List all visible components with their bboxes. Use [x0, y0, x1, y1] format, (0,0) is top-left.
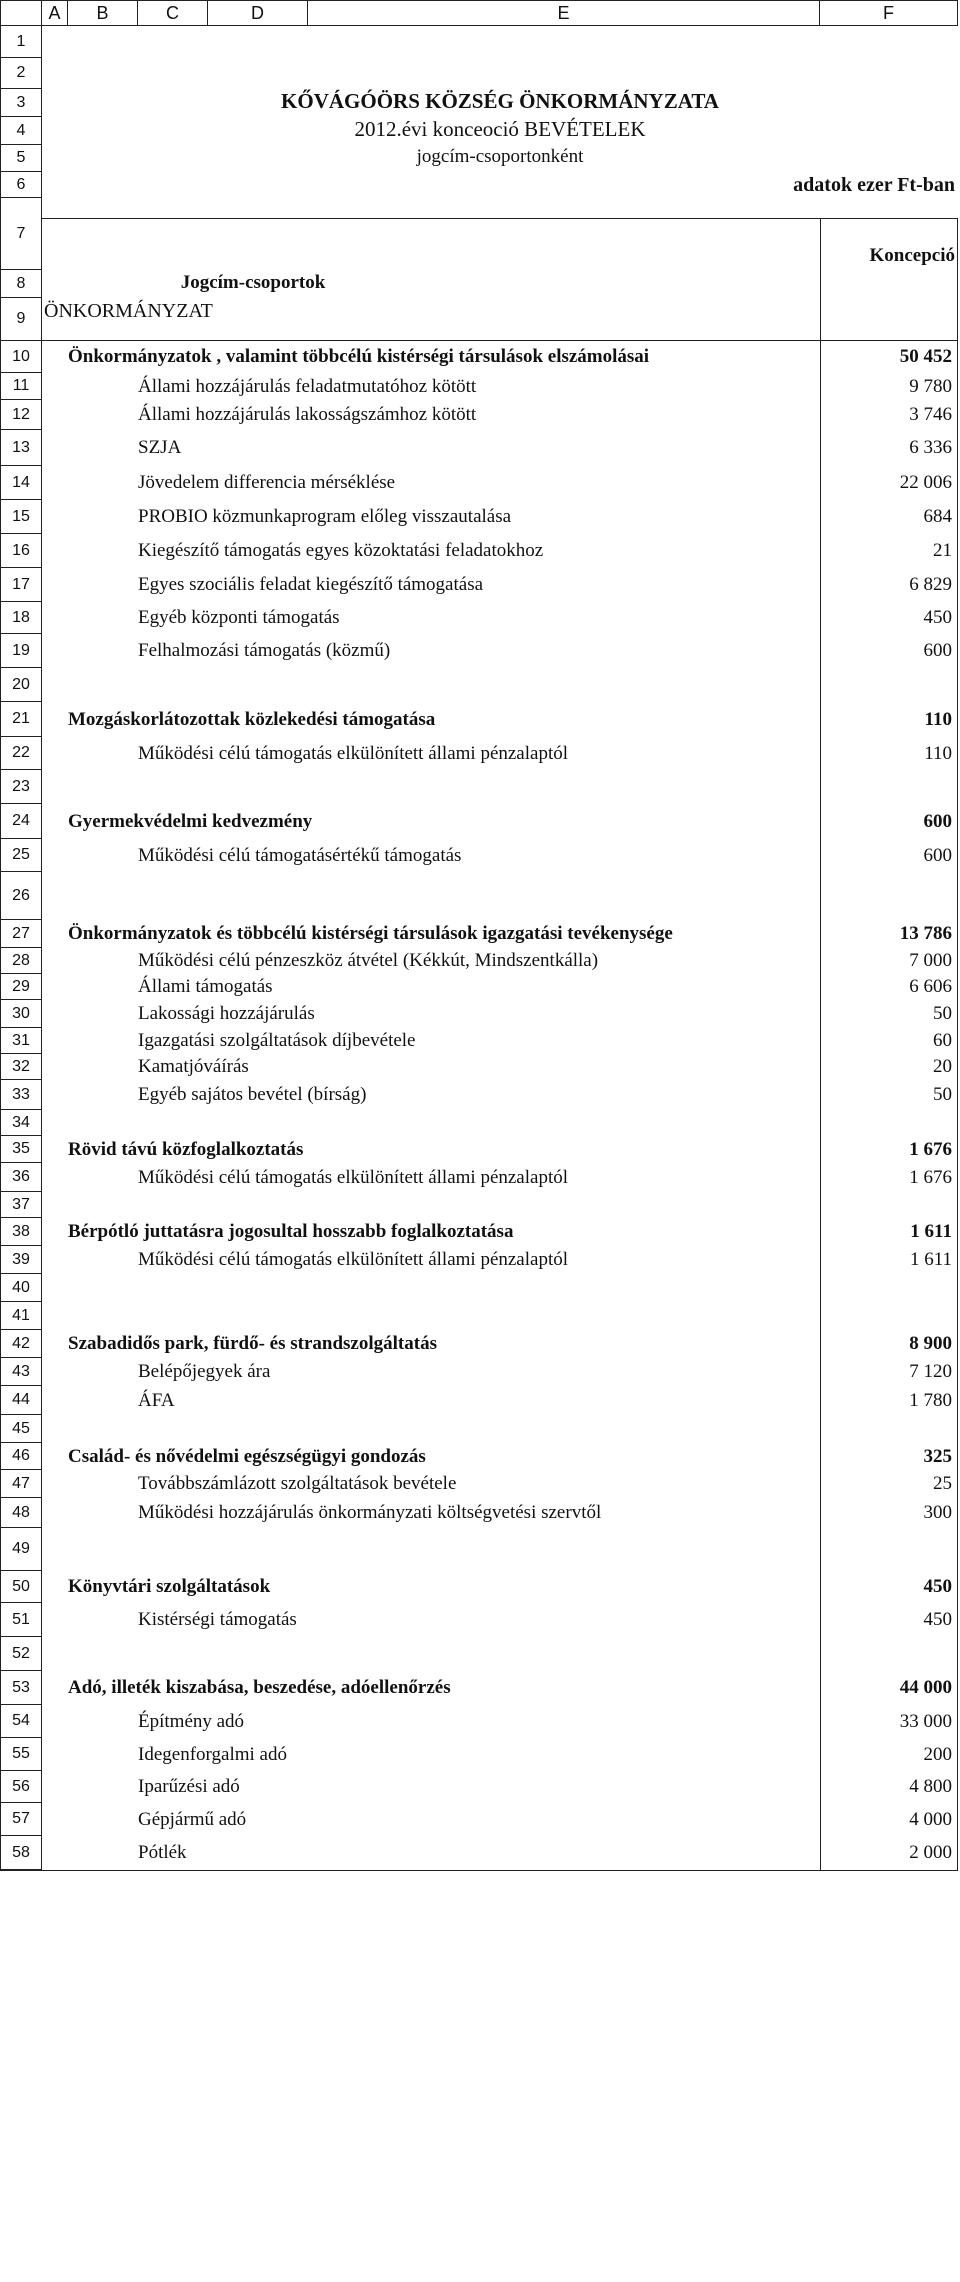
item-value[interactable]: 7 000 — [909, 950, 952, 971]
row-number[interactable]: 2 — [0, 58, 42, 89]
item-value[interactable]: 50 — [933, 1003, 952, 1024]
row-number[interactable]: 36 — [0, 1163, 42, 1192]
item-label[interactable]: Állami hozzájárulás lakosságszámhoz kötött — [138, 404, 477, 425]
item-label[interactable]: Működési célú támogatás elkülönített állami pénzalaptól — [138, 1249, 569, 1270]
item-value[interactable]: 2 000 — [909, 1842, 952, 1863]
item-value[interactable]: 22 006 — [899, 472, 952, 493]
item-label[interactable]: Felhalmozási támogatás (közmű) — [138, 640, 391, 661]
row-number[interactable]: 27 — [0, 920, 42, 948]
item-value[interactable]: 6 606 — [909, 976, 952, 997]
row-number[interactable]: 47 — [0, 1470, 42, 1498]
group-label[interactable]: Bérpótló juttatásra jogosultal hosszabb foglalkoztatása — [68, 1221, 514, 1242]
item-value[interactable]: 20 — [933, 1056, 952, 1077]
title-line-3: jogcím-csoportonként — [416, 146, 584, 167]
row-number[interactable]: 16 — [0, 534, 42, 568]
title-line-1: KŐVÁGÓÖRS KÖZSÉG ÖNKORMÁNYZATA — [281, 88, 719, 113]
item-value[interactable]: 4 800 — [909, 1776, 952, 1797]
item-value[interactable]: 6 829 — [909, 574, 952, 595]
item-label[interactable]: Állami támogatás — [138, 976, 273, 997]
item-value[interactable]: 600 — [923, 844, 952, 866]
item-value[interactable]: 21 — [933, 540, 952, 561]
row-number[interactable]: 33 — [0, 1080, 42, 1110]
item-label[interactable]: Egyes szociális feladat kiegészítő támogatása — [138, 574, 484, 595]
row-number[interactable]: 20 — [0, 668, 42, 702]
row-number[interactable]: 52 — [0, 1637, 42, 1671]
row-number[interactable]: 15 — [0, 500, 42, 534]
row-number[interactable]: 21 — [0, 702, 42, 737]
row-number[interactable]: 9 — [0, 298, 42, 341]
row-number[interactable]: 8 — [0, 270, 42, 298]
row-number[interactable]: 5 — [0, 145, 42, 172]
row-number[interactable]: 1 — [0, 26, 42, 58]
row-number[interactable]: 43 — [0, 1358, 42, 1386]
item-label[interactable]: Működési célú támogatás elkülönített állami pénzalaptól — [138, 1166, 569, 1188]
row-number[interactable]: 10 — [0, 341, 42, 373]
item-value[interactable]: 1 676 — [909, 1166, 952, 1188]
row-number[interactable]: 26 — [0, 872, 42, 920]
item-label[interactable]: Gépjármű adó — [138, 1808, 247, 1830]
row-number[interactable]: 35 — [0, 1136, 42, 1163]
row-number[interactable]: 18 — [0, 602, 42, 634]
row-number[interactable]: 37 — [0, 1192, 42, 1218]
row-number[interactable]: 42 — [0, 1330, 42, 1358]
group-value[interactable]: 450 — [923, 1576, 952, 1597]
group-label[interactable]: Rövid távú közfoglalkoztatás — [68, 1138, 304, 1160]
item-label[interactable]: Továbbszámlázott szolgáltatások bevétele — [138, 1473, 457, 1494]
item-value[interactable]: 4 000 — [909, 1808, 952, 1830]
item-label[interactable]: Kistérségi támogatás — [138, 1609, 297, 1630]
column-header-corner[interactable] — [0, 0, 42, 26]
item-label[interactable]: Kiegészítő támogatás egyes közoktatási feladatokhoz — [138, 540, 544, 561]
column-label-koncepcio: Koncepció — [869, 245, 955, 266]
row-number[interactable]: 13 — [0, 430, 42, 466]
unit-label: adatok ezer Ft-ban — [793, 173, 955, 196]
row-number[interactable]: 24 — [0, 804, 42, 839]
item-label[interactable]: Működési célú pénzeszköz átvétel (Kékkút, Mindszentkálla) — [138, 950, 599, 971]
item-value[interactable]: 50 — [933, 1084, 952, 1105]
value-column-right-border — [957, 218, 958, 1870]
row-number[interactable]: 29 — [0, 974, 42, 1000]
item-value[interactable]: 300 — [923, 1502, 952, 1523]
item-value[interactable]: 6 336 — [909, 437, 952, 458]
value-column-left-border — [820, 218, 821, 1870]
item-label[interactable]: Idegenforgalmi adó — [138, 1743, 287, 1765]
row-number[interactable]: 49 — [0, 1528, 42, 1571]
item-value[interactable]: 600 — [923, 640, 952, 661]
group-label[interactable]: Önkormányzatok és többcélú kistérségi társulások igazgatási tevékenysége — [68, 923, 673, 944]
row-number[interactable]: 7 — [0, 198, 42, 270]
column-header-b[interactable]: B — [68, 0, 138, 26]
row-number[interactable]: 32 — [0, 1054, 42, 1080]
row-number[interactable]: 55 — [0, 1738, 42, 1771]
row-number[interactable]: 39 — [0, 1246, 42, 1274]
row-number[interactable]: 17 — [0, 568, 42, 602]
row-number[interactable]: 34 — [0, 1110, 42, 1136]
row-number[interactable]: 50 — [0, 1571, 42, 1603]
group-label[interactable]: Gyermekvédelmi kedvezmény — [68, 810, 313, 832]
row-number[interactable]: 23 — [0, 770, 42, 804]
row-number[interactable]: 54 — [0, 1705, 42, 1738]
group-label[interactable]: Önkormányzatok , valamint többcélú kistérségi társulások elszámolásai — [68, 346, 650, 367]
group-value[interactable]: 1 611 — [910, 1221, 952, 1242]
row-number[interactable]: 25 — [0, 839, 42, 872]
item-label[interactable]: PROBIO közmunkaprogram előleg visszautalása — [138, 506, 512, 527]
row-number[interactable]: 45 — [0, 1415, 42, 1443]
group-value[interactable]: 50 452 — [899, 346, 952, 367]
org-label: ÖNKORMÁNYZAT — [44, 299, 213, 322]
item-label[interactable]: Belépőjegyek ára — [138, 1361, 271, 1382]
item-value[interactable]: 7 120 — [909, 1361, 952, 1382]
group-value[interactable]: 44 000 — [899, 1677, 952, 1698]
row-number[interactable]: 4 — [0, 117, 42, 145]
item-value[interactable]: 60 — [933, 1030, 952, 1051]
row-number[interactable]: 58 — [0, 1836, 42, 1870]
row-number[interactable]: 6 — [0, 172, 42, 198]
row-number[interactable]: 14 — [0, 466, 42, 500]
group-label[interactable]: Könyvtári szolgáltatások — [68, 1576, 271, 1597]
item-value[interactable]: 3 746 — [909, 404, 952, 425]
group-value[interactable]: 1 676 — [909, 1138, 952, 1160]
row-number[interactable]: 38 — [0, 1218, 42, 1246]
item-label[interactable]: Működési célú támogatás elkülönített állami pénzalaptól — [138, 742, 569, 764]
item-value[interactable]: 684 — [923, 506, 952, 527]
row-number[interactable]: 48 — [0, 1498, 42, 1528]
item-label[interactable]: Egyéb központi támogatás — [138, 607, 340, 628]
column-header-e[interactable]: E — [308, 0, 820, 26]
group-value[interactable]: 8 900 — [909, 1333, 952, 1354]
title-line-2: 2012.évi konceoció BEVÉTELEK — [354, 116, 646, 141]
item-value[interactable]: 450 — [923, 1609, 952, 1630]
row-number[interactable]: 40 — [0, 1274, 42, 1302]
item-value[interactable]: 110 — [924, 742, 952, 764]
row-number[interactable]: 41 — [0, 1302, 42, 1330]
row-number[interactable]: 12 — [0, 400, 42, 430]
item-value[interactable]: 200 — [923, 1743, 952, 1765]
row-number[interactable]: 19 — [0, 634, 42, 668]
group-label[interactable]: Szabadidős park, fürdő- és strandszolgáltatás — [68, 1333, 437, 1354]
row-number[interactable]: 3 — [0, 89, 42, 117]
group-value[interactable]: 13 786 — [899, 923, 952, 944]
item-value[interactable]: 25 — [933, 1473, 952, 1494]
column-header-d[interactable]: D — [208, 0, 308, 26]
group-label[interactable]: Adó, illeték kiszabása, beszedése, adóellenőrzés — [68, 1677, 451, 1698]
item-label[interactable]: Működési hozzájárulás önkormányzati költségvetési szervtől — [138, 1502, 602, 1523]
item-label[interactable]: ÁFA — [138, 1389, 175, 1411]
item-value[interactable]: 1 780 — [909, 1389, 952, 1411]
item-label[interactable]: Pótlék — [138, 1842, 187, 1863]
row-number[interactable]: 31 — [0, 1028, 42, 1054]
row-number[interactable]: 57 — [0, 1803, 42, 1836]
item-label[interactable]: SZJA — [138, 437, 182, 458]
item-label[interactable]: Lakossági hozzájárulás — [138, 1003, 315, 1024]
column-label-groups: Jogcím-csoportok — [180, 272, 326, 293]
column-header-a[interactable]: A — [42, 0, 68, 26]
column-header-c[interactable]: C — [138, 0, 208, 26]
row-number[interactable]: 44 — [0, 1386, 42, 1415]
item-label[interactable]: Kamatjóváírás — [138, 1056, 249, 1077]
table-bottom-line — [0, 1870, 958, 1871]
column-header-f[interactable]: F — [820, 0, 958, 26]
item-value[interactable]: 1 611 — [909, 1249, 952, 1270]
group-label[interactable]: Család- és nővédelmi egészségügyi gondozás — [68, 1445, 426, 1467]
row-number[interactable]: 28 — [0, 948, 42, 974]
row-number[interactable]: 11 — [0, 373, 42, 400]
item-value[interactable]: 450 — [923, 607, 952, 628]
row-number[interactable]: 30 — [0, 1000, 42, 1028]
item-label[interactable]: Igazgatási szolgáltatások díjbevétele — [138, 1030, 416, 1051]
item-value[interactable]: 9 780 — [909, 375, 952, 397]
row-number[interactable]: 22 — [0, 737, 42, 770]
item-label[interactable]: Egyéb sajátos bevétel (bírság) — [138, 1084, 367, 1105]
row-number[interactable]: 56 — [0, 1771, 42, 1803]
group-value[interactable]: 110 — [924, 708, 952, 730]
group-label[interactable]: Mozgáskorlátozottak közlekedési támogatása — [68, 708, 436, 730]
item-value[interactable]: 33 000 — [899, 1710, 952, 1732]
item-label[interactable]: Állami hozzájárulás feladatmutatóhoz kötött — [138, 375, 477, 397]
item-label[interactable]: Működési célú támogatásértékű támogatás — [138, 844, 462, 866]
row-number[interactable]: 46 — [0, 1443, 42, 1470]
item-label[interactable]: Építmény adó — [138, 1710, 245, 1732]
group-value[interactable]: 600 — [923, 810, 952, 832]
item-label[interactable]: Iparűzési adó — [138, 1776, 240, 1797]
item-label[interactable]: Jövedelem differencia mérséklése — [138, 472, 396, 493]
row-number[interactable]: 51 — [0, 1603, 42, 1637]
group-value[interactable]: 325 — [923, 1445, 952, 1467]
row-number[interactable]: 53 — [0, 1671, 42, 1705]
